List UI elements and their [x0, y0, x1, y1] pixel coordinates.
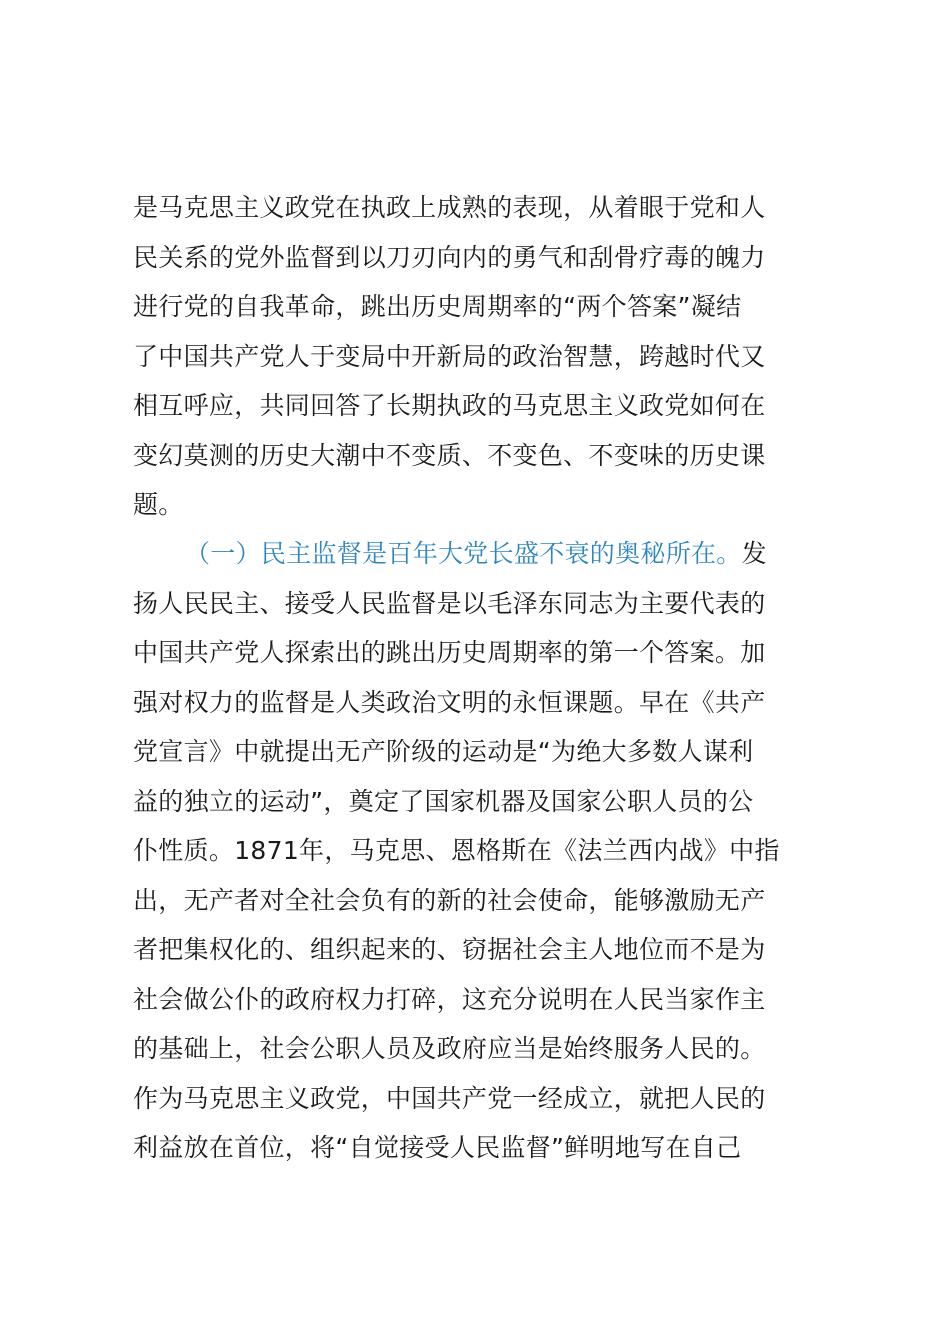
paragraph-line: 的基础上，社会公职人员及政府应当是始终服务人民的。 [133, 1034, 766, 1063]
paragraph-first-line [133, 529, 833, 579]
paragraph-line: 相互呼应，共同回答了长期执政的马克思主义政党如何在 [133, 391, 766, 420]
paragraph-line: 益的独立的运动”，奠定了国家机器及国家公职人员的公 [133, 786, 754, 816]
paragraph-line: 是马克思主义政党在执政上成熟的表现，从着眼于党和人 [133, 193, 766, 222]
paragraph-line: 作为马克思主义政党，中国共产党一经成立，就把人民的 [133, 1083, 766, 1113]
paragraph-2 [133, 529, 833, 1173]
paragraph-line: 利益放在首位，将“自觉接受人民监督”鲜明地写在自己 [133, 1133, 742, 1162]
paragraph-line: 了中国共产党人于变局中开新局的政治智慧，跨越时代又 [133, 341, 766, 371]
paragraph-1 [133, 183, 833, 530]
paragraph-text: 发 [741, 539, 767, 568]
paragraph-line: 党宣言》中就提出无产阶级的运动是“为绝大多数人谋利 [133, 737, 754, 766]
paragraph-line: 仆性质。1871年，马克思、恩格斯在《法兰西内战》中指 [133, 836, 780, 865]
paragraph-line: 进行党的自我革命，跳出历史周期率的“两个答案”凝结 [133, 292, 742, 321]
paragraph-line: 中国共产党人探索出的跳出历史周期率的第一个答案。加 [133, 638, 766, 667]
section-heading: （一）民主监督是百年大党长盛不衰的奥秘所在。 [185, 539, 742, 568]
paragraph-line: 者把集权化的、组织起来的、窃据社会主人地位而不是为 [133, 935, 766, 964]
paragraph-line: 民关系的党外监督到以刀刃向内的勇气和刮骨疗毒的魄力 [133, 242, 766, 272]
paragraph-line: 扬人民民主、接受人民监督是以毛泽东同志为主要代表的 [133, 588, 766, 618]
paragraph-line: 变幻莫测的历史大潮中不变质、不变色、不变味的历史课 [133, 440, 766, 470]
paragraph-line: 社会做公仆的政府权力打碎，这充分说明在人民当家作主 [133, 984, 766, 1014]
paragraph-line: 出，无产者对全社会负有的新的社会使命，能够激励无产 [133, 885, 766, 915]
paragraph-line: 强对权力的监督是人类政治文明的永恒课题。早在《共产 [133, 687, 766, 717]
paragraph-line: 题。 [133, 490, 184, 519]
